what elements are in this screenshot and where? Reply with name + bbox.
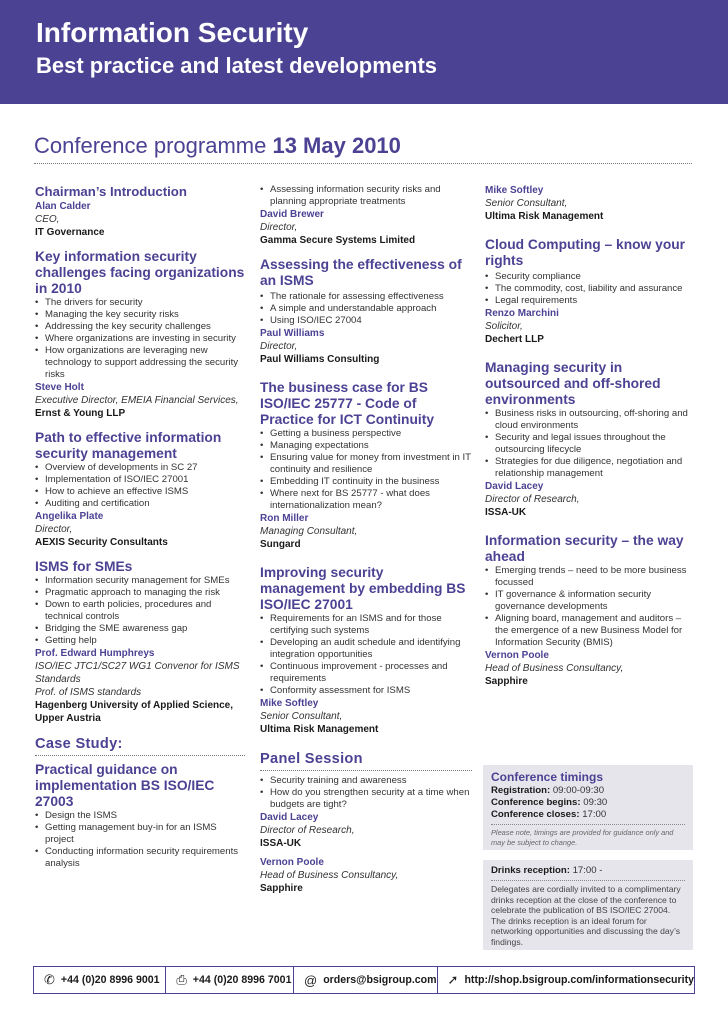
closes-value: 17:00 xyxy=(582,809,607,820)
speaker-name: Vernon Poole xyxy=(260,857,324,868)
session-title: Key information security challenges facing organizations in 2010 xyxy=(35,249,245,296)
bullet-item: • Where next for BS 25777 - what does internationalization mean? xyxy=(260,488,472,512)
bullet-item: • Where organizations are investing in security xyxy=(35,333,245,345)
bullet-item: • The rationale for assessing effectiveness xyxy=(260,291,472,303)
speaker-role: Prof. of ISMS standards xyxy=(35,687,142,698)
bullet-item: • A simple and understandable approach xyxy=(260,303,472,315)
speaker-org: IT Governance xyxy=(35,227,105,238)
bullet-item: • Implementation of ISO/IEC 27001 xyxy=(35,474,245,486)
bullet-item: • Conducting information security requirements analysis xyxy=(35,846,245,870)
speaker-name: Angelika Plate xyxy=(35,511,104,522)
speaker-org: Sapphire xyxy=(260,883,303,894)
bullet-item: • Down to earth policies, procedures and technical controls xyxy=(35,599,245,623)
speaker-org: Sapphire xyxy=(485,676,528,687)
website-url: http://shop.bsigroup.com/informationsecurity xyxy=(464,974,694,986)
bullet-item: • Continuous improvement - processes and requirements xyxy=(260,661,472,685)
bullet-item: • Conformity assessment for ISMS xyxy=(260,685,472,697)
speaker-name: David Lacey xyxy=(485,481,544,492)
begins-value: 09:30 xyxy=(583,797,608,808)
session-title: ISMS for SMEs xyxy=(35,559,133,574)
session-title: Cloud Computing – know your rights xyxy=(485,237,686,268)
bullet-item: • Information security management for SMEs xyxy=(35,575,245,587)
bullet-item: • The drivers for security xyxy=(35,297,245,309)
bullet-item: • Developing an audit schedule and identifying integration opportunities xyxy=(260,637,472,661)
bullet-item: • Legal requirements xyxy=(485,295,695,307)
speaker-org: Paul Williams Consulting xyxy=(260,354,380,365)
speaker-role: Director, xyxy=(260,222,298,233)
speaker-name: Steve Holt xyxy=(35,382,84,393)
web-cursor-icon: ➚ xyxy=(447,972,459,987)
bullet-item: • Aligning board, management and auditors – the emergence of a new Business Model for Information Security (BMIS) xyxy=(485,613,695,649)
bullet-list xyxy=(35,297,245,381)
bullet-item: • Embedding IT continuity in the business xyxy=(260,476,472,488)
bullet-item: • Business risks in outsourcing, off-shoring and cloud environments xyxy=(485,408,695,432)
email-link[interactable] xyxy=(293,967,437,993)
bullet-item: • Getting a business perspective xyxy=(260,428,472,440)
programme-divider xyxy=(34,163,692,164)
speaker-name: Alan Calder xyxy=(35,201,91,212)
banner-subtitle: Best practice and latest developments xyxy=(36,53,438,78)
bullet-item: • Using ISO/IEC 27004 xyxy=(260,315,472,327)
speaker-name: Mike Softley xyxy=(260,698,319,709)
panel-session-heading: Panel Session xyxy=(260,750,472,771)
speaker-role: Director of Research, xyxy=(485,494,580,505)
speaker-org: Sungard xyxy=(260,539,301,550)
speaker-org: Ultima Risk Management xyxy=(260,724,379,735)
bullet-item: • Auditing and certification xyxy=(35,498,245,510)
speaker-role: Managing Consultant, xyxy=(260,526,358,537)
speaker-role: Senior Consultant, xyxy=(260,711,343,722)
conference-timings-box xyxy=(483,765,693,850)
speaker-role: Senior Consultant, xyxy=(485,198,568,209)
session-title: Improving security management by embedding BS ISO/IEC 27001 xyxy=(260,565,466,612)
speaker-name: Paul Williams xyxy=(260,328,325,339)
drinks-label: Drinks reception: xyxy=(491,865,570,876)
fax-contact[interactable] xyxy=(165,967,293,993)
session-title: Assessing the effectiveness of an ISMS xyxy=(260,257,462,288)
fax-icon: ⎙ xyxy=(176,972,187,987)
website-link[interactable] xyxy=(437,967,694,993)
bullet-list xyxy=(35,462,245,510)
speaker-name: Renzo Marchini xyxy=(485,308,559,319)
bullet-item: • Security compliance xyxy=(485,271,695,283)
session-title: Practical guidance on implementation BS ISO/IEC 27003 xyxy=(35,762,215,809)
closes-label: Conference closes: xyxy=(491,809,580,820)
session-title: Path to effective information security management xyxy=(35,430,222,461)
speaker-org: Gamma Secure Systems Limited xyxy=(260,235,416,246)
speaker-org: Dechert LLP xyxy=(485,334,544,345)
column-1 xyxy=(35,184,245,870)
timings-heading: Conference timings xyxy=(491,770,604,784)
speaker-org: ISSA-UK xyxy=(260,838,302,849)
bullet-list xyxy=(485,565,695,649)
email-address: orders@bsigroup.com xyxy=(323,974,437,986)
speaker-org: Ultima Risk Management xyxy=(485,211,604,222)
bullet-item: • Strategies for due diligence, negotiation and relationship management xyxy=(485,456,695,480)
begins-label: Conference begins: xyxy=(491,797,581,808)
bullet-item: • Overview of developments in SC 27 xyxy=(35,462,245,474)
speaker-org: Hagenberg University of Applied Science, Upper Austria xyxy=(35,700,234,724)
bullet-item: • IT governance & information security governance developments xyxy=(485,589,695,613)
bullet-item: • Getting help xyxy=(35,635,245,647)
speaker-name: Mike Softley xyxy=(485,185,544,196)
bullet-list xyxy=(260,428,472,512)
bullet-item: • Assessing information security risks and planning appropriate treatments xyxy=(260,184,472,208)
bullet-item: • Security training and awareness xyxy=(260,775,472,787)
session-title: Information security – the way ahead xyxy=(485,533,684,564)
bullet-list xyxy=(485,408,695,480)
speaker-role: Director, xyxy=(260,341,298,352)
phone-contact[interactable] xyxy=(34,967,165,993)
speaker-org: AEXIS Security Consultants xyxy=(35,537,168,548)
programme-date: 13 May 2010 xyxy=(272,133,401,158)
bullet-item: • Security and legal issues throughout the outsourcing lifecycle xyxy=(485,432,695,456)
speaker-role: Executive Director, EMEIA Financial Services, xyxy=(35,395,239,406)
speaker-role: Head of Business Consultancy, xyxy=(260,870,399,881)
box-divider xyxy=(491,824,685,825)
registration-time xyxy=(491,785,685,797)
registration-value: 09:00-09:30 xyxy=(552,785,605,796)
bullet-list xyxy=(35,810,245,870)
bullet-item: • Emerging trends – need to be more business focussed xyxy=(485,565,695,589)
speaker-name: David Lacey xyxy=(260,812,319,823)
bullet-list xyxy=(260,613,472,697)
bullet-item: • Pragmatic approach to managing the risk xyxy=(35,587,245,599)
bullet-list xyxy=(35,575,245,647)
column-2 xyxy=(260,184,472,895)
bullet-list xyxy=(260,291,472,327)
conference-begins xyxy=(491,797,685,809)
phone-number: +44 (0)20 8996 9001 xyxy=(60,974,160,986)
header-banner xyxy=(0,0,728,104)
chairman-heading: Chairman’s Introduction xyxy=(35,184,187,199)
speaker-name: David Brewer xyxy=(260,209,324,220)
registration-label: Registration: xyxy=(491,785,551,796)
drinks-reception-box xyxy=(483,860,693,950)
phone-icon: ✆ xyxy=(44,972,55,987)
programme-heading xyxy=(34,133,401,159)
speaker-role: Solicitor, xyxy=(485,321,523,332)
bullet-item: • How to achieve an effective ISMS xyxy=(35,486,245,498)
speaker-role: ISO/IEC JTC1/SC27 WG1 Convenor for ISMS Standards xyxy=(35,661,240,685)
drinks-heading xyxy=(491,865,685,877)
bullet-item: • Bridging the SME awareness gap xyxy=(35,623,245,635)
session-title: Managing security in outsourced and off-shored environments xyxy=(485,360,661,407)
speaker-org: ISSA-UK xyxy=(485,507,527,518)
conference-closes xyxy=(491,809,685,821)
bullet-item: • Ensuring value for money from investment in IT continuity and resilience xyxy=(260,452,472,476)
speaker-role: Director of Research, xyxy=(260,825,355,836)
timings-note: Please note, timings are provided for guidance only and may be subject to change. xyxy=(491,828,674,847)
bullet-item: • Getting management buy-in for an ISMS project xyxy=(35,822,245,846)
email-icon: @ xyxy=(304,972,318,988)
fax-number: +44 (0)20 8996 7001 xyxy=(192,974,292,986)
drinks-description: Delegates are cordially invited to a complimentary drinks reception at the close of the conference to celebrate the publication of BS ISO/IEC 27004. The drinks reception is an ideal forum for networking opportunities and discussing the day’s findings. xyxy=(491,884,681,947)
bullet-item: • Managing the key security risks xyxy=(35,309,245,321)
drinks-time: 17:00 - xyxy=(572,865,603,876)
box-divider xyxy=(491,880,685,881)
bullet-list xyxy=(260,775,472,811)
bullet-item: • Managing expectations xyxy=(260,440,472,452)
speaker-name: Ron Miller xyxy=(260,513,309,524)
column-3 xyxy=(485,184,695,688)
bullet-item: • Design the ISMS xyxy=(35,810,245,822)
speaker-role: Head of Business Consultancy, xyxy=(485,663,624,674)
speaker-role: Director, xyxy=(35,524,73,535)
speaker-role: CEO, xyxy=(35,214,60,225)
session-title: The business case for BS ISO/IEC 25777 - Code of Practice for ICT Continuity xyxy=(260,380,435,427)
bullet-item: • Requirements for an ISMS and for those certifying such systems xyxy=(260,613,472,637)
bullet-item: • How organizations are leveraging new technology to support addressing the security risks xyxy=(35,345,245,381)
bullet-item: • The commodity, cost, liability and assurance xyxy=(485,283,695,295)
speaker-org: Ernst & Young LLP xyxy=(35,408,126,419)
speaker-name: Prof. Edward Humphreys xyxy=(35,648,155,659)
programme-label: Conference programme xyxy=(34,133,267,158)
bullet-list xyxy=(485,271,695,307)
bullet-item: • How do you strengthen security at a time when budgets are tight? xyxy=(260,787,472,811)
bullet-item: • Addressing the key security challenges xyxy=(35,321,245,333)
contact-footer xyxy=(33,966,695,994)
speaker-name: Vernon Poole xyxy=(485,650,549,661)
bullet-list xyxy=(260,184,472,208)
banner-title: Information Security xyxy=(36,17,309,48)
case-study-heading: Case Study: xyxy=(35,735,245,756)
